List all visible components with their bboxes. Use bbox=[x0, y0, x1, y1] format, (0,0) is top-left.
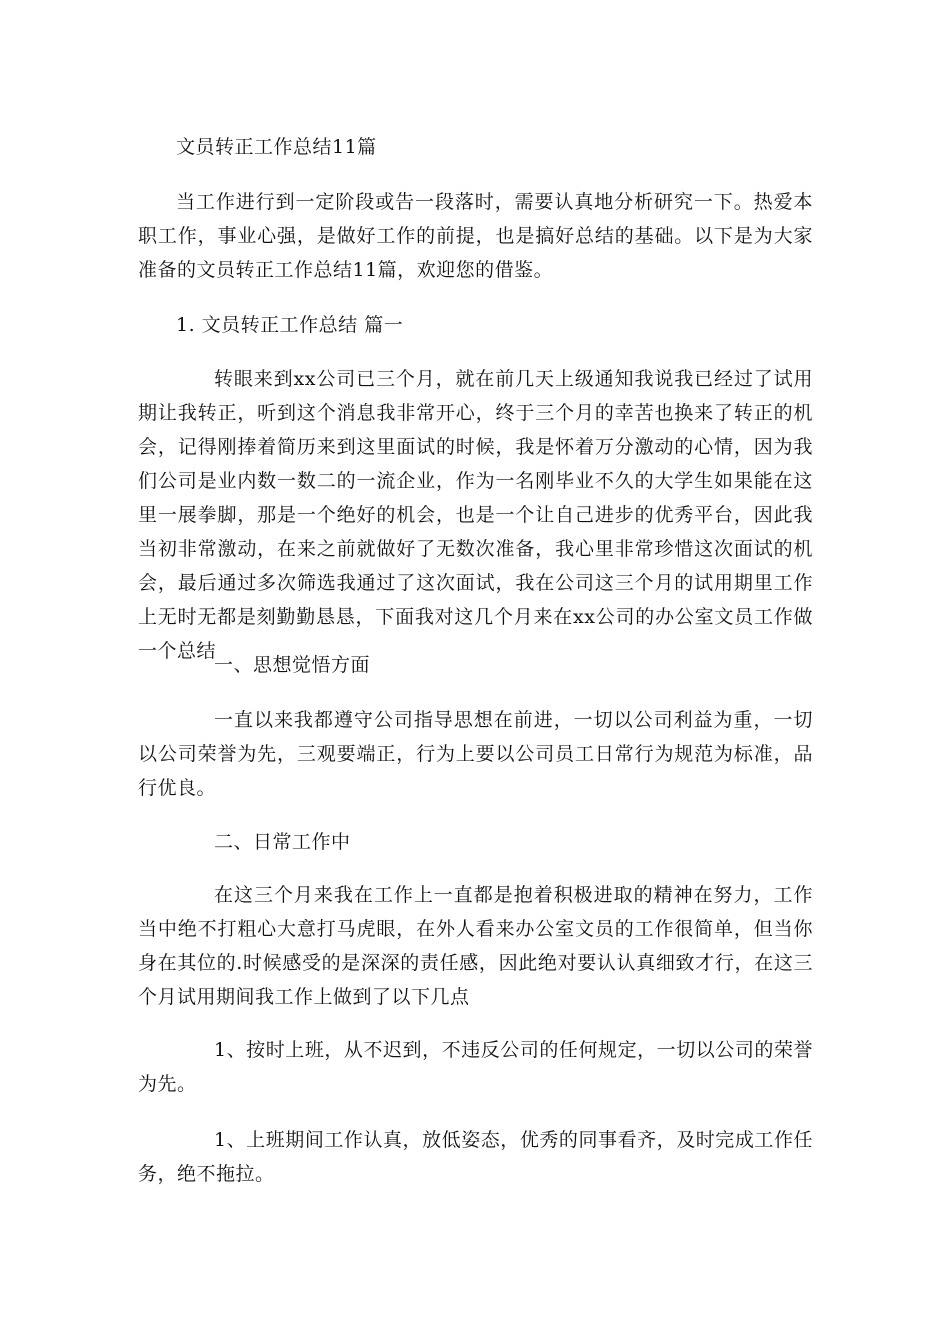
document-title: 文员转正工作总结11篇 bbox=[176, 136, 377, 158]
list-item-2: 1、上班期间工作认真，放低姿态，优秀的同事看齐，及时完成工作任务，绝不拖拉。 bbox=[138, 1129, 813, 1185]
body-paragraph-3: 在这三个月来我在工作上一直都是抱着积极进取的精神在努力，工作当中绝不打粗心大意打马虎眼，在外人看来办公室文员的工作很简单，但当你身在其位的.时候感受的是深深的责任感，因此绝对要认认真细致才行，在这三个月试用期间我工作上做到了以下几点 bbox=[138, 884, 813, 1008]
subheading-daily-work: 二、日常工作中 bbox=[214, 831, 351, 853]
subheading-thought: 一、思想觉悟方面 bbox=[214, 654, 371, 676]
body-paragraph-2: 一直以来我都遵守公司指导思想在前进，一切以公司利益为重，一切以公司荣誉为先，三观要端正，行为上要以公司员工日常行为规范为标准，品行优良。 bbox=[138, 709, 813, 799]
list-item-1: 1、按时上班，从不迟到，不违反公司的任何规定，一切以公司的荣誉为先。 bbox=[138, 1039, 813, 1095]
body-paragraph-1: 转眼来到xx公司已三个月，就在前几天上级通知我说我已经过了试用期让我转正，听到这个消息我非常开心，终于三个月的幸苦也换来了转正的机会，记得刚捧着简历来到这里面试的时候，我是怀着万分激动的心情，因为我们公司是业内数一数二的一流企业，作为一名刚毕业不久的大学生如果能在这里一展拳脚，那是一个绝好的机会，也是一个让自己进步的优秀平台，因此我当初非常激动，在来之前就做好了无数次准备，我心里非常珍惜这次面试的机会，最后通过多次筛选我通过了这次面试，我在公司这三个月的试用期里工作上无时无都是刻勤勤恳恳，下面我对这几个月来在xx公司的办公室文员工作做一个总结 bbox=[138, 368, 813, 662]
intro-paragraph: 当工作进行到一定阶段或告一段落时，需要认真地分析研究一下。热爱本职工作，事业心强，是做好工作的前提，也是搞好总结的基础。以下是为大家准备的文员转正工作总结11篇，欢迎您的借鉴。 bbox=[138, 191, 813, 281]
section-heading: 1. 文员转正工作总结 篇一 bbox=[176, 314, 404, 336]
